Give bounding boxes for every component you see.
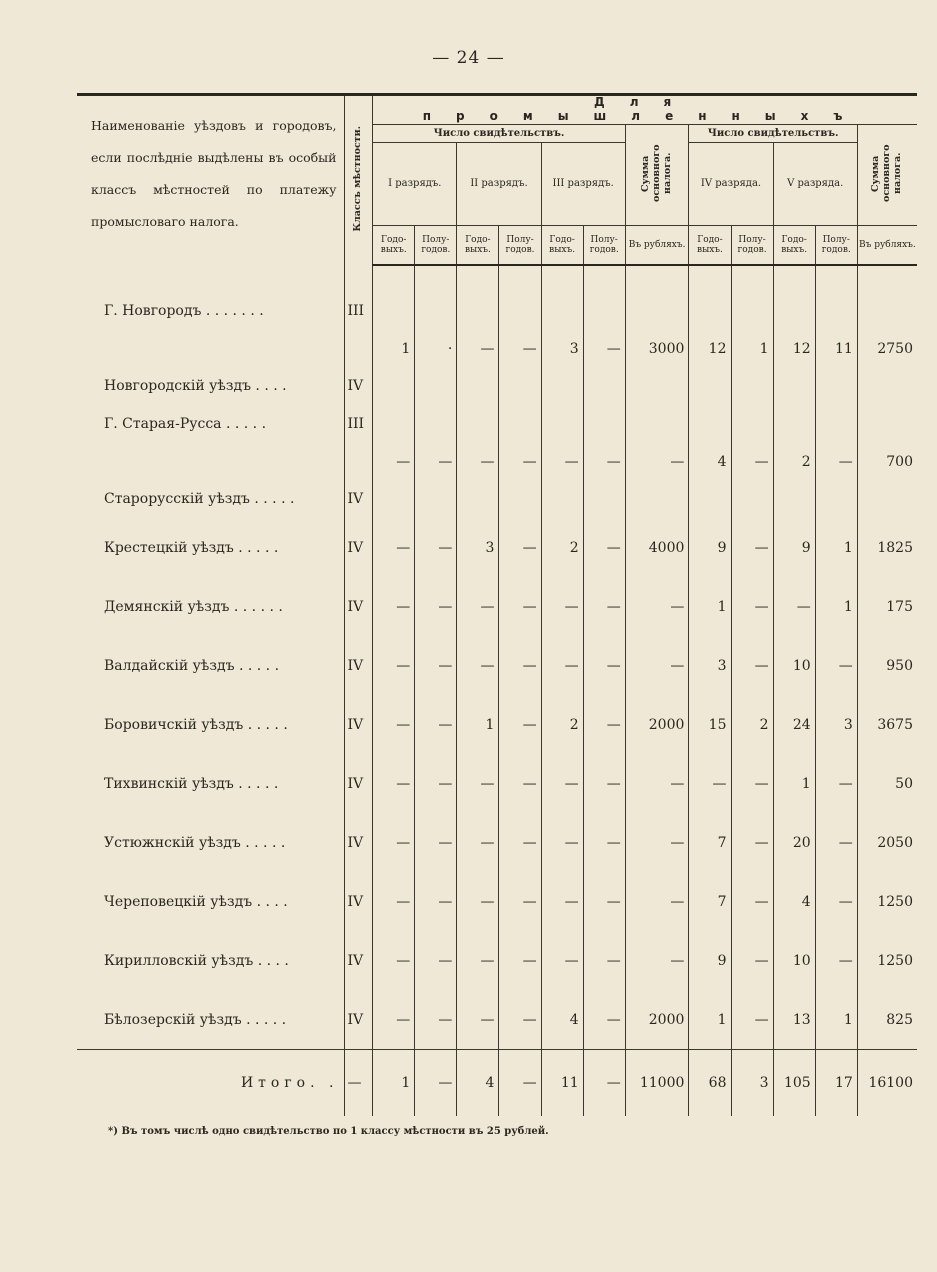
value-cell: — <box>625 577 689 636</box>
value-cell: — <box>457 813 499 872</box>
value-cell: — <box>499 754 541 813</box>
value-cell <box>731 480 773 518</box>
value-cell: 50 <box>857 754 917 813</box>
table-row <box>77 813 917 872</box>
value-cell: 3 <box>457 518 499 577</box>
table-row <box>77 636 917 695</box>
table-row <box>77 754 917 813</box>
value-cell: — <box>625 813 689 872</box>
locality-class: IV <box>345 813 373 872</box>
value-cell <box>857 367 917 405</box>
value-cell: — <box>815 931 857 990</box>
district-name: Кирилловскій уѣздъ . . . . <box>104 952 289 969</box>
value-cell: — <box>373 636 415 695</box>
value-cell <box>373 367 415 405</box>
value-cell: — <box>499 330 541 367</box>
count-header-left: Число свидѣтельствъ. <box>373 124 626 142</box>
sum-header-right: Сумма основного налога. <box>857 124 917 226</box>
value-cell: — <box>415 518 457 577</box>
value-cell: — <box>373 518 415 577</box>
value-cell: 7 <box>689 813 731 872</box>
value-cell: 1 <box>815 990 857 1050</box>
value-cell: — <box>625 443 689 480</box>
locality-class: IV <box>345 872 373 931</box>
value-cell: 9 <box>689 931 731 990</box>
value-cell: 12 <box>689 330 731 367</box>
value-cell: 68 <box>689 1050 731 1117</box>
value-cell: — <box>731 990 773 1050</box>
value-cell: — <box>373 577 415 636</box>
table-row <box>77 367 917 405</box>
value-cell <box>499 405 541 443</box>
value-cell: — <box>541 813 583 872</box>
locality-class: IV <box>345 754 373 813</box>
value-cell: · <box>415 330 457 367</box>
value-cell: 1 <box>457 695 499 754</box>
value-cell: — <box>499 695 541 754</box>
value-cell: 24 <box>773 695 815 754</box>
value-cell <box>773 405 815 443</box>
value-cell: — <box>625 931 689 990</box>
table-row <box>77 405 917 443</box>
value-cell: — <box>499 990 541 1050</box>
value-cell: 700 <box>857 443 917 480</box>
rubles-header: Въ рубляхъ. <box>857 226 917 266</box>
value-cell: 7 <box>689 872 731 931</box>
page-number: — 24 — <box>432 48 505 68</box>
value-cell: 4 <box>457 1050 499 1117</box>
value-cell: 1 <box>689 577 731 636</box>
district-name: Г. Новгородъ . . . . . . . <box>104 302 264 319</box>
value-cell <box>731 405 773 443</box>
district-name: Тихвинскій уѣздъ . . . . . <box>104 775 279 792</box>
value-cell: 2 <box>773 443 815 480</box>
value-cell: — <box>731 636 773 695</box>
value-cell: — <box>415 754 457 813</box>
value-cell: — <box>583 330 625 367</box>
value-cell <box>541 405 583 443</box>
value-cell: 17 <box>815 1050 857 1117</box>
value-cell <box>457 367 499 405</box>
locality-class: IV <box>345 636 373 695</box>
district-name: Демянскій уѣздъ . . . . . . <box>104 598 283 615</box>
district-name: Боровичскій уѣздъ . . . . . <box>104 716 288 733</box>
district-name: Старорусскій уѣздъ . . . . . <box>104 491 295 508</box>
rank-5-header: V разряда. <box>773 143 857 226</box>
value-cell <box>499 265 541 330</box>
value-cell: 1 <box>815 577 857 636</box>
table-row <box>77 443 917 480</box>
value-cell <box>583 405 625 443</box>
value-cell <box>541 480 583 518</box>
district-name: Новгородскій уѣздъ . . . . <box>104 378 287 395</box>
sum-header-left: Сумма основного налога. <box>625 124 689 226</box>
value-cell: 1 <box>373 1050 415 1117</box>
value-cell <box>689 367 731 405</box>
value-cell <box>815 265 857 330</box>
count-header-right: Число свидѣтельствъ. <box>689 124 857 142</box>
locality-class: IV <box>345 367 373 405</box>
value-cell: 9 <box>773 518 815 577</box>
value-cell: — <box>499 577 541 636</box>
value-cell <box>731 367 773 405</box>
statistics-table <box>77 93 917 1116</box>
table-row <box>77 577 917 636</box>
value-cell: — <box>815 754 857 813</box>
district-name <box>77 443 345 480</box>
value-cell <box>815 405 857 443</box>
value-cell: — <box>731 931 773 990</box>
value-cell: 2050 <box>857 813 917 872</box>
name-column-header: Наименованіе уѣздовъ и городовъ, если послѣдніе выдѣлены въ особый классъ мѣстностей по платежу промысловаго налога. <box>77 95 345 266</box>
value-cell: — <box>415 695 457 754</box>
value-cell: — <box>583 1050 625 1117</box>
footnote: *) Въ томъ числѣ одно свидѣтельство по 1 классу мѣстности въ 25 рублей. <box>108 1126 549 1137</box>
value-cell: — <box>815 872 857 931</box>
value-cell: — <box>499 636 541 695</box>
table-body <box>77 265 917 1116</box>
table-row <box>77 480 917 518</box>
value-cell: 3 <box>689 636 731 695</box>
value-cell: — <box>731 754 773 813</box>
table-row <box>77 931 917 990</box>
value-cell: — <box>499 443 541 480</box>
value-cell <box>689 265 731 330</box>
value-cell <box>815 480 857 518</box>
value-cell <box>689 480 731 518</box>
value-cell: — <box>731 813 773 872</box>
value-cell: — <box>583 872 625 931</box>
value-cell: — <box>415 872 457 931</box>
half-year-header: Полу-годов. <box>415 226 457 266</box>
value-cell: 1825 <box>857 518 917 577</box>
value-cell <box>373 405 415 443</box>
value-cell: 2000 <box>625 990 689 1050</box>
annual-header: Годо-выхъ. <box>541 226 583 266</box>
value-cell: — <box>415 931 457 990</box>
value-cell <box>857 480 917 518</box>
value-cell <box>415 405 457 443</box>
value-cell: 13 <box>773 990 815 1050</box>
value-cell: — <box>625 872 689 931</box>
value-cell: — <box>625 754 689 813</box>
value-cell: — <box>373 695 415 754</box>
value-cell <box>457 265 499 330</box>
value-cell: 1 <box>373 330 415 367</box>
rank-3-header: III разрядъ. <box>541 143 625 226</box>
value-cell <box>583 480 625 518</box>
value-cell: — <box>583 695 625 754</box>
value-cell: 10 <box>773 931 815 990</box>
locality-class: III <box>345 405 373 443</box>
district-name: Валдайскій уѣздъ . . . . . <box>104 657 280 674</box>
value-cell <box>457 480 499 518</box>
value-cell <box>731 265 773 330</box>
locality-class: IV <box>345 695 373 754</box>
table-row <box>77 695 917 754</box>
value-cell: 1 <box>689 990 731 1050</box>
value-cell: — <box>457 330 499 367</box>
value-cell: 3 <box>731 1050 773 1117</box>
district-name: Крестецкій уѣздъ . . . . . <box>104 539 279 556</box>
half-year-header: Полу-годов. <box>499 226 541 266</box>
value-cell: — <box>373 990 415 1050</box>
value-cell <box>583 367 625 405</box>
value-cell: — <box>731 443 773 480</box>
table-row <box>77 990 917 1050</box>
value-cell: — <box>457 872 499 931</box>
value-cell: — <box>583 990 625 1050</box>
value-cell <box>773 480 815 518</box>
value-cell: 12 <box>773 330 815 367</box>
table-row <box>77 330 917 367</box>
value-cell: 1 <box>815 518 857 577</box>
rank-2-header: II разрядъ. <box>457 143 541 226</box>
value-cell: 4 <box>541 990 583 1050</box>
value-cell: — <box>583 518 625 577</box>
value-cell: 175 <box>857 577 917 636</box>
district-name: Бѣлозерскій уѣздъ . . . . . <box>104 1011 287 1028</box>
value-cell <box>625 405 689 443</box>
value-cell <box>415 367 457 405</box>
value-cell: 1250 <box>857 872 917 931</box>
rubles-header: Въ рубляхъ. <box>625 226 689 266</box>
value-cell: — <box>457 443 499 480</box>
value-cell: 20 <box>773 813 815 872</box>
value-cell: 9 <box>689 518 731 577</box>
value-cell: 2 <box>541 695 583 754</box>
value-cell: 3000 <box>625 330 689 367</box>
locality-class: — <box>345 1050 373 1117</box>
district-name <box>77 330 345 367</box>
locality-class: IV <box>345 518 373 577</box>
value-cell: 950 <box>857 636 917 695</box>
value-cell: 3 <box>815 695 857 754</box>
value-cell: 2 <box>731 695 773 754</box>
value-cell <box>373 265 415 330</box>
rank-1-header: I разрядъ. <box>373 143 457 226</box>
value-cell <box>373 480 415 518</box>
value-cell: — <box>541 931 583 990</box>
value-cell: — <box>541 443 583 480</box>
value-cell <box>625 265 689 330</box>
value-cell <box>415 265 457 330</box>
value-cell: — <box>373 872 415 931</box>
value-cell <box>499 480 541 518</box>
value-cell <box>541 265 583 330</box>
class-column-header: Классъ мѣстности. <box>345 95 373 266</box>
value-cell <box>457 405 499 443</box>
district-name: Череповецкій уѣздъ . . . . <box>104 893 288 910</box>
locality-class: IV <box>345 931 373 990</box>
value-cell <box>773 367 815 405</box>
district-name: Устюжнскій уѣздъ . . . . . <box>104 834 286 851</box>
value-cell: — <box>773 577 815 636</box>
value-cell: 4 <box>773 872 815 931</box>
value-cell <box>857 405 917 443</box>
value-cell: 1 <box>731 330 773 367</box>
value-cell: 11000 <box>625 1050 689 1117</box>
half-year-header: Полу-годов. <box>583 226 625 266</box>
value-cell: — <box>415 636 457 695</box>
value-cell: — <box>541 636 583 695</box>
value-cell: — <box>457 577 499 636</box>
locality-class: IV <box>345 480 373 518</box>
value-cell: 1250 <box>857 931 917 990</box>
value-cell: — <box>689 754 731 813</box>
value-cell: — <box>583 636 625 695</box>
half-year-header: Полу-годов. <box>815 226 857 266</box>
rank-4-header: IV разряда. <box>689 143 773 226</box>
value-cell: — <box>499 518 541 577</box>
value-cell: 2000 <box>625 695 689 754</box>
annual-header: Годо-выхъ. <box>773 226 815 266</box>
value-cell <box>773 265 815 330</box>
value-cell <box>689 405 731 443</box>
value-cell <box>625 367 689 405</box>
value-cell: — <box>457 636 499 695</box>
value-cell: 11 <box>815 330 857 367</box>
value-cell <box>415 480 457 518</box>
value-cell: — <box>415 813 457 872</box>
value-cell: — <box>583 813 625 872</box>
value-cell: — <box>415 990 457 1050</box>
value-cell <box>583 265 625 330</box>
value-cell: 105 <box>773 1050 815 1117</box>
value-cell: — <box>541 577 583 636</box>
locality-class <box>345 330 373 367</box>
value-cell: — <box>625 636 689 695</box>
half-year-header: Полу-годов. <box>731 226 773 266</box>
total-label: Итого. . <box>77 1050 345 1117</box>
value-cell: — <box>541 872 583 931</box>
value-cell: 2 <box>541 518 583 577</box>
district-name: Г. Старая-Русса . . . . . <box>104 416 267 433</box>
value-cell: — <box>731 518 773 577</box>
group-title: Для промышленныхъ <box>373 95 917 125</box>
value-cell <box>625 480 689 518</box>
locality-class <box>345 443 373 480</box>
value-cell: — <box>373 931 415 990</box>
table-row <box>77 872 917 931</box>
annual-header: Годо-выхъ. <box>689 226 731 266</box>
value-cell: — <box>415 443 457 480</box>
value-cell: 2750 <box>857 330 917 367</box>
value-cell: — <box>499 1050 541 1117</box>
value-cell: — <box>457 990 499 1050</box>
value-cell: — <box>815 636 857 695</box>
value-cell: — <box>457 931 499 990</box>
value-cell: 1 <box>773 754 815 813</box>
locality-class: III <box>345 265 373 330</box>
value-cell: — <box>815 813 857 872</box>
value-cell: — <box>583 443 625 480</box>
value-cell <box>541 367 583 405</box>
value-cell: — <box>415 577 457 636</box>
total-row <box>77 1050 917 1117</box>
value-cell: — <box>583 577 625 636</box>
value-cell: — <box>583 931 625 990</box>
value-cell: 825 <box>857 990 917 1050</box>
value-cell: — <box>541 754 583 813</box>
value-cell: 11 <box>541 1050 583 1117</box>
value-cell: — <box>373 813 415 872</box>
value-cell: — <box>373 443 415 480</box>
value-cell: — <box>373 754 415 813</box>
value-cell: — <box>415 1050 457 1117</box>
value-cell: 16100 <box>857 1050 917 1117</box>
value-cell <box>815 367 857 405</box>
locality-class: IV <box>345 577 373 636</box>
value-cell: — <box>583 754 625 813</box>
value-cell: 4000 <box>625 518 689 577</box>
value-cell: — <box>499 931 541 990</box>
value-cell <box>857 265 917 330</box>
annual-header: Годо-выхъ. <box>457 226 499 266</box>
locality-class: IV <box>345 990 373 1050</box>
table-row <box>77 265 917 330</box>
value-cell: — <box>499 813 541 872</box>
value-cell: 10 <box>773 636 815 695</box>
annual-header: Годо-выхъ. <box>373 226 415 266</box>
value-cell: — <box>731 577 773 636</box>
value-cell: 15 <box>689 695 731 754</box>
value-cell: 3 <box>541 330 583 367</box>
value-cell: — <box>815 443 857 480</box>
value-cell: — <box>499 872 541 931</box>
value-cell: 4 <box>689 443 731 480</box>
value-cell <box>499 367 541 405</box>
value-cell: — <box>457 754 499 813</box>
table-row <box>77 518 917 577</box>
value-cell: — <box>731 872 773 931</box>
value-cell: 3675 <box>857 695 917 754</box>
